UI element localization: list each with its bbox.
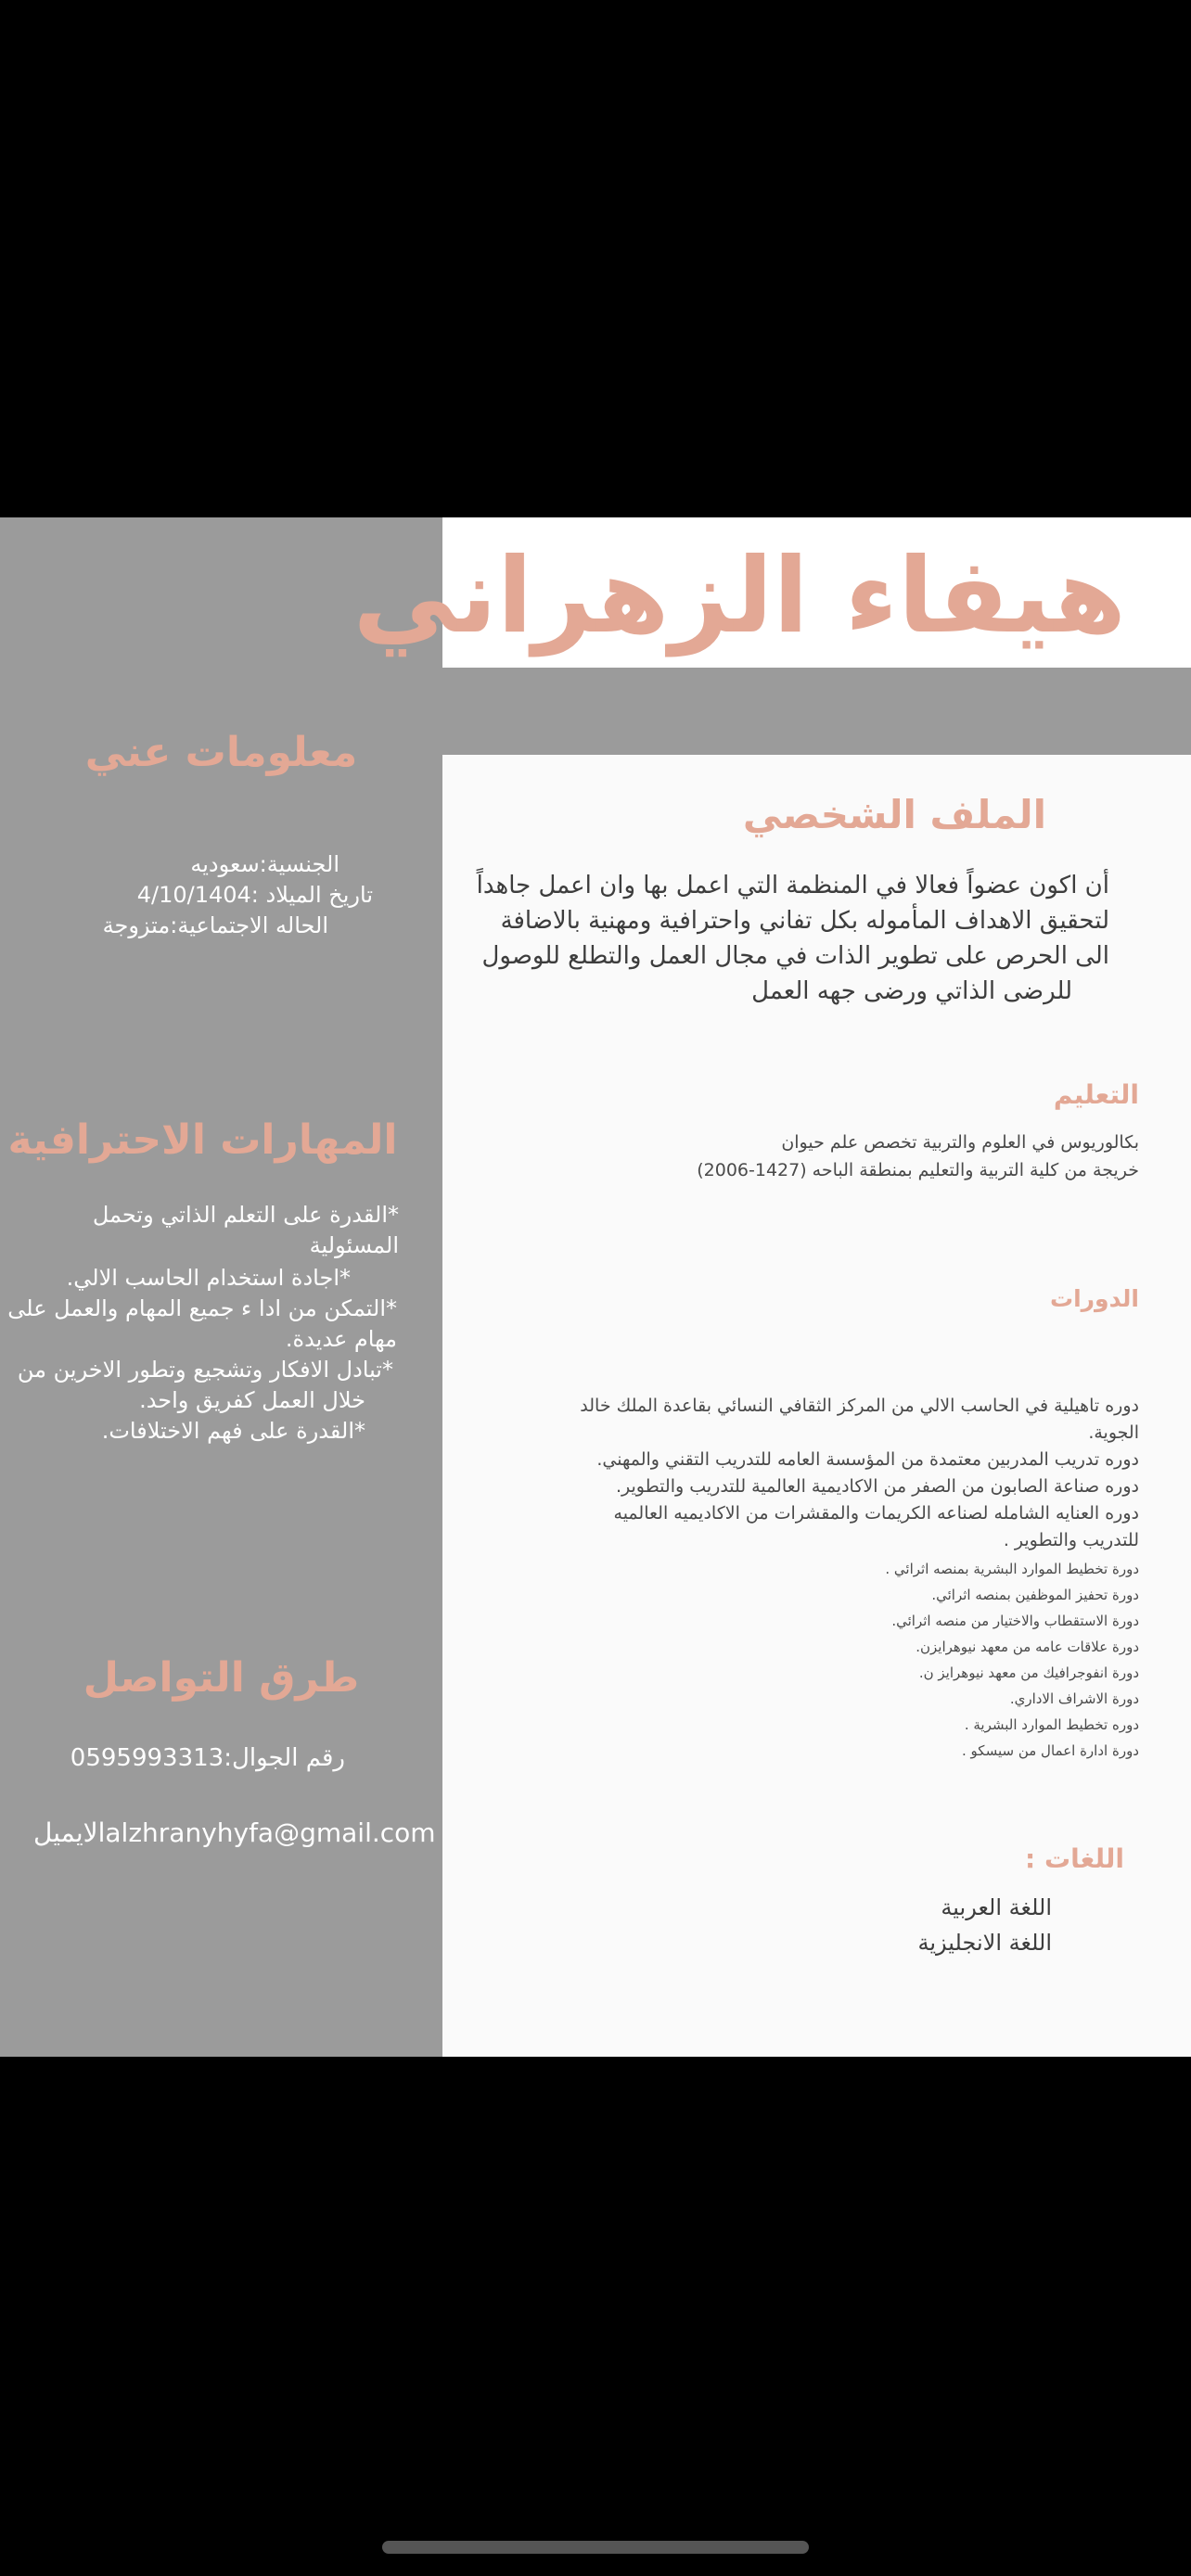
courses-heading: الدورات — [1049, 1285, 1139, 1312]
profile-line: الى الحرص على تطوير الذات في مجال العمل والتطلع للوصول — [481, 942, 1109, 970]
course-line: دوره العنايه الشامله لصناعه الكريمات والمقشرات من الاكاديميه العالميه — [613, 1503, 1139, 1524]
skill-line: مهام عديدة. — [285, 1326, 397, 1352]
language-item: اللغة الانجليزية — [917, 1930, 1052, 1956]
skill-line: خلال العمل كفريق واحد. — [139, 1387, 365, 1413]
profile-line: أن اكون عضواً فعالا في المنظمة التي اعمل بها وان اعمل جاهداً — [476, 872, 1109, 899]
education-heading: التعليم — [1053, 1079, 1139, 1110]
about-heading: معلومات عني — [84, 729, 358, 776]
email-address: الايميلalzhranyhyfa@gmail.com — [33, 1817, 436, 1848]
languages-heading: اللغات : — [1025, 1843, 1124, 1874]
about-line: الجنسية:سعوديه — [190, 851, 339, 877]
course-line: للتدريب والتطوير . — [1003, 1530, 1139, 1550]
profile-line: لتحقيق الاهداف المأموله بكل تفاني واحترافية ومهنية بالاضافة — [500, 907, 1109, 935]
education-line: بكالوريوس في العلوم والتربية تخصص علم حيوان — [781, 1132, 1139, 1153]
profile-line: للرضى الذاتي ورضى جهه العمل — [751, 977, 1072, 1005]
phone-number: رقم الجوال:0595993313 — [70, 1744, 345, 1772]
profile-heading: الملف الشخصي — [742, 792, 1046, 837]
course-small-line: دورة علاقات عامه من معهد نيوهرايزن. — [916, 1639, 1139, 1655]
skill-line: *التمكن من ادا ء جميع المهام والعمل على — [7, 1295, 397, 1321]
course-small-line: دورة تحفيز الموظفين بمنصه اثرائي. — [931, 1587, 1139, 1603]
course-small-line: دورة انفوجرافيك من معهد نيوهرايز ن. — [918, 1664, 1139, 1681]
course-line: دوره تاهيلية في الحاسب الالي من المركز الثقافي النسائي بقاعدة الملك خالد — [580, 1396, 1139, 1416]
skill-line: *اجادة استخدام الحاسب الالي. — [66, 1265, 351, 1291]
language-item: اللغة العربية — [941, 1894, 1052, 1920]
skill-line: *القدرة على التعلم الذاتي وتحمل المسئولية — [92, 1202, 399, 1258]
skill-line: *تبادل الافكار وتشجيع وتطور الاخرين من — [17, 1357, 393, 1383]
skills-heading: المهارات الاحترافية — [7, 1116, 398, 1164]
course-line: دوره تدريب المدربين معتمدة من المؤسسة العامه للتدريب التقني والمهني. — [596, 1449, 1139, 1470]
about-line: تاريخ الميلاد :4/10/1404 — [136, 882, 373, 908]
course-small-line: دورة الاشراف الاداري. — [1009, 1690, 1139, 1707]
about-line: الحاله الاجتماعية:متزوجة — [102, 912, 328, 938]
skill-line: *القدرة على فهم الاختلافات. — [101, 1418, 365, 1444]
course-small-line: دورة الاستقطاب والاختيار من منصه اثرائي. — [891, 1613, 1139, 1629]
course-line: دوره صناعة الصابون من الصفر من الاكاديمية العالمية للتدريب والتطوير. — [615, 1476, 1139, 1497]
course-small-line: دورة تخطيط الموارد البشرية بمنصه اثرائي . — [885, 1561, 1139, 1577]
person-name: هيفاء الزهراني — [352, 536, 1126, 657]
contact-heading: طرق التواصل — [83, 1654, 360, 1702]
header-band — [442, 668, 1191, 755]
course-small-line: دورة ادارة اعمال من سيسكو . — [962, 1742, 1139, 1759]
education-line: خريجة من كلية التربية والتعليم بمنطقة الباحه (1427-2006) — [697, 1160, 1139, 1180]
course-line: الجوية. — [1088, 1422, 1139, 1443]
course-small-line: دوره تخطيط الموارد البشرية . — [964, 1716, 1139, 1733]
resume-document — [0, 517, 1191, 2057]
home-indicator[interactable] — [382, 2541, 809, 2554]
